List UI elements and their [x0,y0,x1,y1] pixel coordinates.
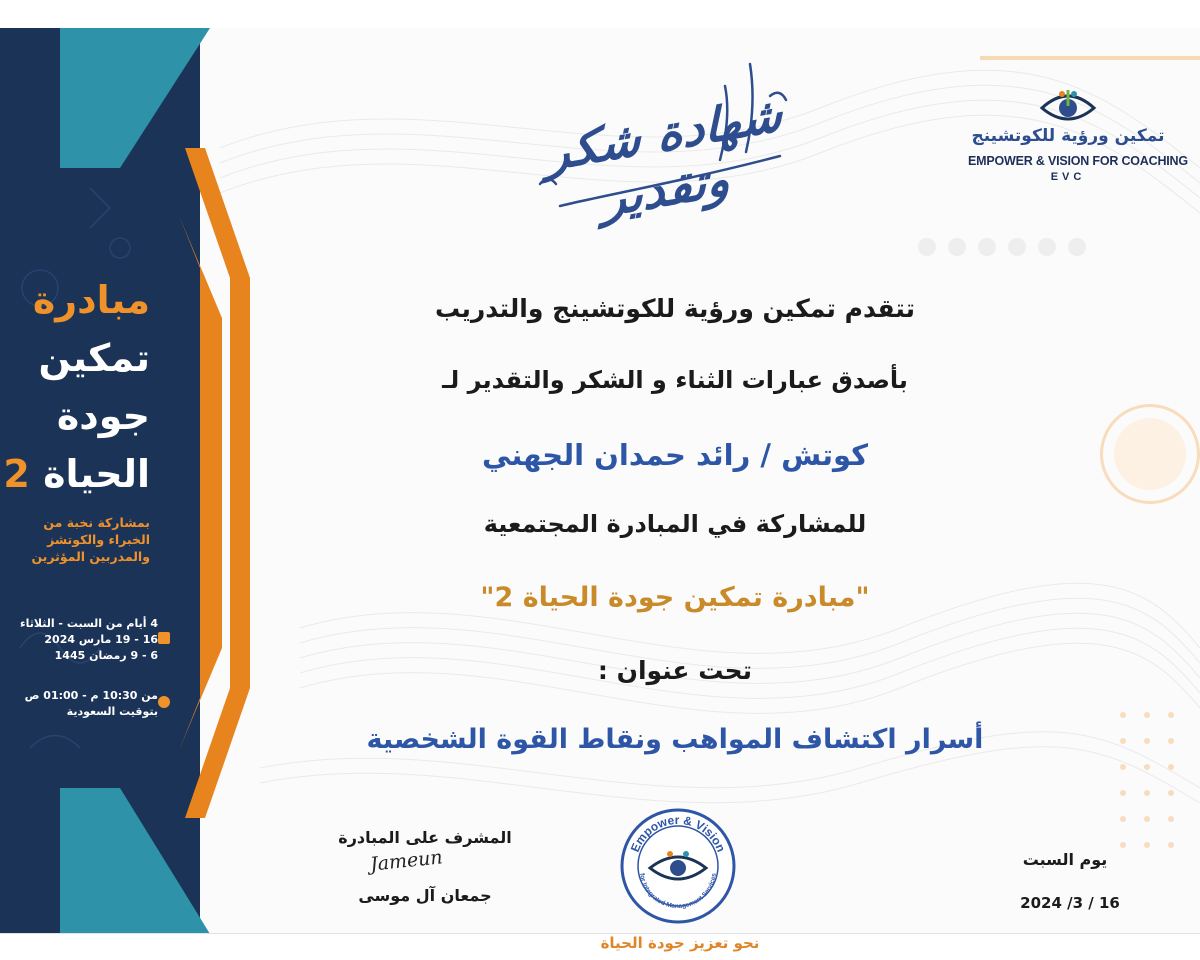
eye-logo-icon [1040,86,1096,126]
certificate-title-block [520,56,810,229]
logo-arabic-name: تمكين ورؤية للكوتشينج [971,126,1165,146]
decorative-dot [1144,712,1150,718]
decorative-circle [1114,418,1186,490]
recipient-name: كوتش / رائد حمدان الجهني [481,438,869,472]
top-accent-line [980,56,1200,60]
issue-date: 2024 /3 / 16 [1020,894,1120,912]
banner-dates [20,616,158,664]
banner-life-number: 2 [3,452,30,496]
certificate [0,28,1200,952]
participation-statement: للمشاركة في المبادرة المجتمعية [483,510,867,538]
organization-logo [968,86,1188,186]
banner-subtitle-line: بمشاركة نخبة من [43,515,150,530]
decorative-dot [1168,712,1174,718]
page-edge [0,933,1200,934]
session-topic: أسرار اكتشاف المواهب ونقاط القوة الشخصية [366,724,984,755]
banner-subtitle [31,514,150,565]
banner-line-empower: تمكين [38,336,150,380]
decorative-dot [1120,738,1126,744]
slogan: نحو تعزيز جودة الحياة [600,934,760,952]
decorative-dot [1120,712,1126,718]
banner-date-line: 16 - 19 مارس 2024 [44,633,158,646]
decorative-dot [1144,738,1150,744]
organization-statement: تتقدم تمكين ورؤية للكوتشينج والتدريب [434,294,916,323]
certificate-title: شهادة شكر وتقدير [545,86,783,229]
supervisor-signature: Jameun [369,846,444,876]
banner-date-line: 4 أيام من السبت - الثلاثاء [19,617,158,630]
decorative-dot [1168,738,1174,744]
clock-icon [158,696,170,708]
banner-time-line: بتوقيت السعودية [66,705,158,718]
decorative-dot [1120,842,1126,848]
banner-line-initiative: مبادرة [32,278,150,322]
decorative-dot [1168,816,1174,822]
banner-line-quality: جودة [56,394,150,438]
supervisor-label: المشرف على المبادرة [338,828,512,847]
decorative-dot [1168,842,1174,848]
seal-subtitle: for Integrated Management Services [638,872,718,911]
banner-life-word: الحياة [43,452,150,496]
under-title-label: تحت عنوان : [597,656,753,685]
decorative-dot [1144,842,1150,848]
logo-english-name: EMPOWER & VISION FOR COACHING [968,154,1188,168]
decorative-dot [1144,816,1150,822]
decorative-dot [1144,764,1150,770]
initiative-name: "مبادرة تمكين جودة الحياة 2" [480,582,870,613]
banner-text [0,28,170,934]
banner-times [25,688,158,720]
decorative-dot [1120,790,1126,796]
banner-date-line: 6 - 9 رمضان 1445 [54,649,158,662]
supervisor-name: جمعان آل موسى [358,886,492,905]
decorative-dot [1168,764,1174,770]
banner-time-line: من 10:30 م - 01:00 ص [24,689,158,702]
issue-day: يوم السبت [1022,850,1108,869]
decorative-dot [1120,816,1126,822]
decorative-dot [1120,764,1126,770]
praise-statement: بأصدق عبارات الثناء و الشكر والتقدير لـ [442,366,908,394]
calendar-icon [158,632,170,644]
banner-subtitle-line: الخبراء والكوتشز [47,532,150,547]
seal-title: Empower & Vision [627,812,729,855]
banner-line-life [3,452,150,496]
organization-seal [618,806,738,926]
decorative-dot [1168,790,1174,796]
logo-abbreviation: EVC [1050,171,1086,183]
banner-subtitle-line: والمدربين المؤثرين [31,549,150,564]
decorative-dot [1144,790,1150,796]
initiative-banner [0,28,260,934]
